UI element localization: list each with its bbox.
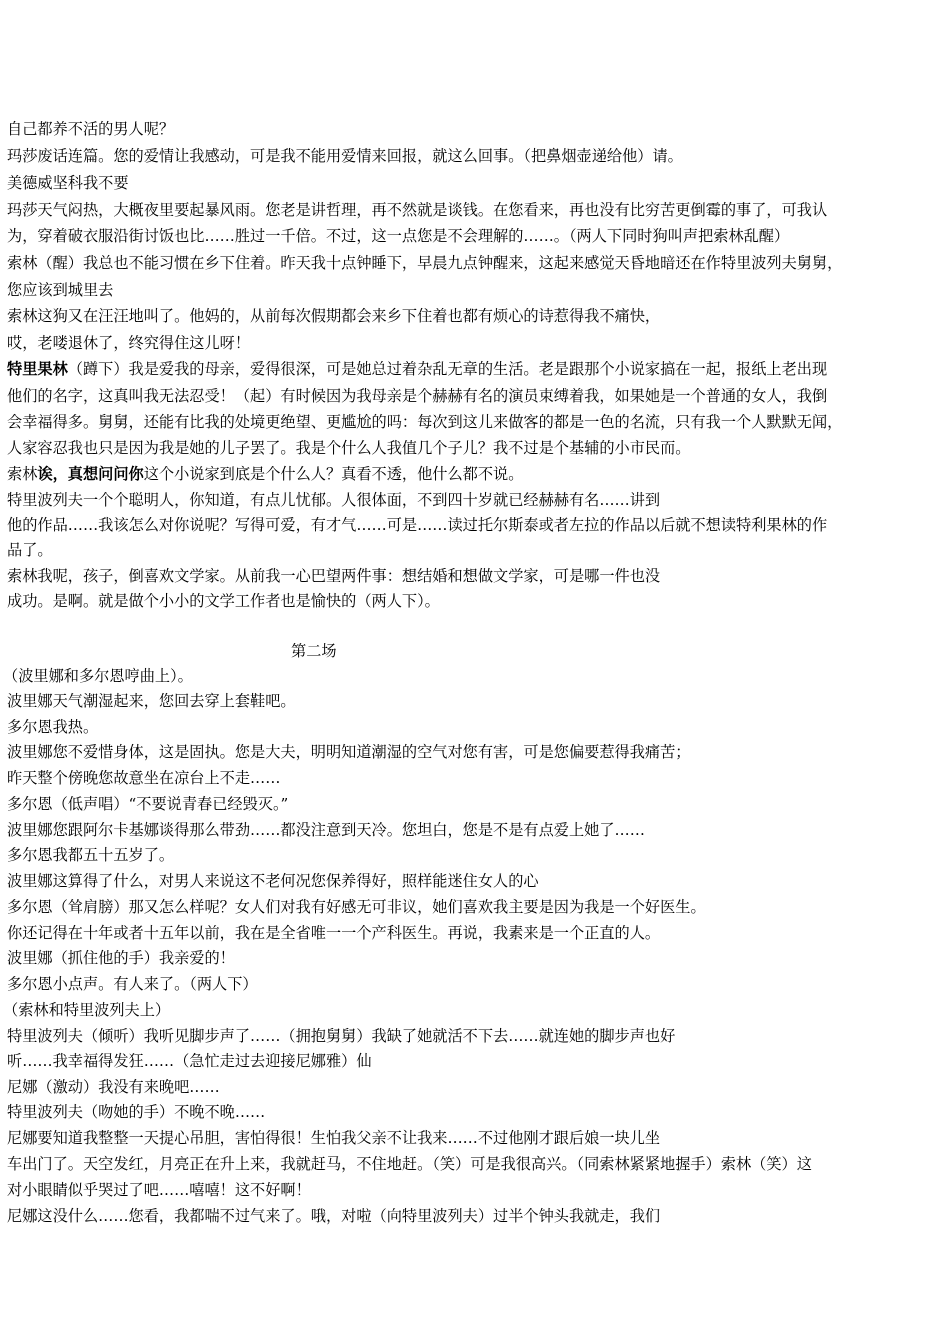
text-line: 特里波列夫（吻她的手）不晚不晚……	[7, 1103, 266, 1121]
text-line: 多尔恩我热。	[7, 718, 99, 736]
text-line: 听……我幸福得发狂……（急忙走过去迎接尼娜雅）仙	[7, 1052, 372, 1070]
text-line: 多尔恩我都五十五岁了。	[7, 846, 175, 864]
text-line: 索林（醒）我总也不能习惯在乡下住着。昨天我十点钟睡下，早晨九点钟醒来，这起来感觉天昏地暗还在作特里波列夫舅舅，	[7, 254, 843, 272]
stage-direction: （索林和特里波列夫上）	[3, 1001, 171, 1019]
text-line	[7, 464, 523, 484]
text-line: 多尔恩小点声。有人来了。（两人下）	[7, 975, 258, 993]
scene-heading: 第二场	[291, 642, 337, 660]
text-line: 对小眼睛似乎哭过了吧……嘻嘻！这不好啊！	[7, 1181, 311, 1199]
text-line: 品了。	[7, 541, 53, 559]
text-line: 波里娜您跟阿尔卡基娜谈得那么带劲……都没注意到天冷。您坦白，您是不是有点爱上她了……	[7, 821, 645, 839]
text-line: 您应该到城里去	[7, 281, 114, 299]
line-text: 这个小说家到底是个什么人？真看不透，他什么都不说。	[143, 465, 524, 483]
text-line: 为，穿着破衣服沿街讨饭也比……胜过一千倍。不过，这一点您是不会理解的……。（两人下同时狗叫声把索林乱醒）	[7, 227, 790, 245]
text-line: 会幸福得多。舅舅，还能有比我的处境更绝望、更尴尬的吗：每次到这儿来做客的都是一色的名流，只有我一个人默默无闻，	[7, 413, 843, 431]
speaker-name: 索林	[7, 465, 38, 483]
text-line	[7, 359, 827, 379]
text-line: 他的作品……我该怎么对你说呢？写得可爱，有才气……可是……读过托尔斯泰或者左拉的作品以后就不想读特利果林的作	[7, 516, 828, 534]
text-line: 特里波列夫一个个聪明人，你知道，有点儿忧郁。人很体面，不到四十岁就已经赫赫有名……讲到	[7, 491, 661, 509]
speaker-name: 特里果林	[7, 360, 68, 378]
text-line: 波里娜这算得了什么，对男人来说这不老何况您保养得好，照样能迷住女人的心	[7, 872, 539, 890]
bold-phrase: 诶，真想问问你	[37, 465, 144, 483]
stage-direction: （波里娜和多尔恩哼曲上）。	[3, 667, 193, 685]
text-line: 美德威坚科我不要	[7, 174, 129, 192]
text-line: 你还记得在十年或者十五年以前，我在是全省唯一一个产科医生。再说，我素来是一个正直的人。	[7, 924, 661, 942]
text-line: 昨天整个傍晚您故意坐在凉台上不走……	[7, 769, 281, 787]
text-line: 他们的名字，这真叫我无法忍受！（起）有时候因为我母亲是个赫赫有名的演员束缚着我，如果她是一个普通的女人，我倒	[7, 387, 828, 405]
text-line: 尼娜（激动）我没有来晚吧……	[7, 1078, 220, 1096]
text-line: 成功。是啊。就是做个小小的文学工作者也是愉快的（两人下）。	[7, 592, 440, 610]
text-line: 索林这狗又在汪汪地叫了。他妈的，从前每次假期都会来乡下住着也都有烦心的诗惹得我不痛快，	[7, 307, 661, 325]
text-line: 波里娜天气潮湿起来，您回去穿上套鞋吧。	[7, 692, 296, 710]
text-line: 玛莎天气闷热，大概夜里要起暴风雨。您老是讲哲理，再不然就是谈钱。在您看来，再也没有比穷苦更倒霉的事了，可我认	[7, 201, 828, 219]
text-line: 多尔恩（低声唱）“不要说青春已经毁灭。”	[7, 795, 289, 813]
text-line: 特里波列夫（倾听）我听见脚步声了……（拥抱舅舅）我缺了她就活不下去……就连她的脚步声也好	[7, 1027, 676, 1045]
text-line: 波里娜（抓住他的手）我亲爱的！	[7, 949, 235, 967]
text-line: 多尔恩（耸肩膀）那又怎么样呢？女人们对我有好感无可非议，她们喜欢我主要是因为我是一个好医生。	[7, 898, 706, 916]
text-line: 索林我呢，孩子，倒喜欢文学家。从前我一心巴望两件事：想结婚和想做文学家，可是哪一件也没	[7, 567, 661, 585]
text-line: 尼娜要知道我整整一天提心吊胆，害怕得很！生怕我父亲不让我来……不过他刚才跟后娘一块儿坐	[7, 1129, 661, 1147]
text-line: 尼娜这没什么……您看，我都喘不过气来了。哦，对啦（向特里波列夫）过半个钟头我就走，我们	[7, 1207, 661, 1225]
text-line: 人家容忍我也只是因为我是她的儿子罢了。我是个什么人我值几个子儿？我不过是个基辅的小市民而。	[7, 439, 691, 457]
text-line: 波里娜您不爱惜身体，这是固执。您是大夫，明明知道潮湿的空气对您有害，可是您偏要惹得我痛苦；	[7, 743, 691, 761]
text-line: 玛莎废话连篇。您的爱情让我感动，可是我不能用爱情来回报，就这么回事。（把鼻烟壶递给他）请。	[7, 147, 683, 165]
line-text: （蹲下）我是爱我的母亲，爱得很深，可是她总过着杂乱无章的生活。老是跟那个小说家搞在一起，报纸上老出现	[67, 360, 828, 378]
text-line: 车出门了。天空发红，月亮正在升上来，我就赶马，不住地赶。（笑）可是我很高兴。（同索林紧紧地握手）索林（笑）这	[7, 1155, 812, 1173]
text-line: 哎，老喽退休了，终究得住这儿呀！	[7, 334, 250, 352]
text-line: 自己都养不活的男人呢？	[7, 120, 175, 138]
